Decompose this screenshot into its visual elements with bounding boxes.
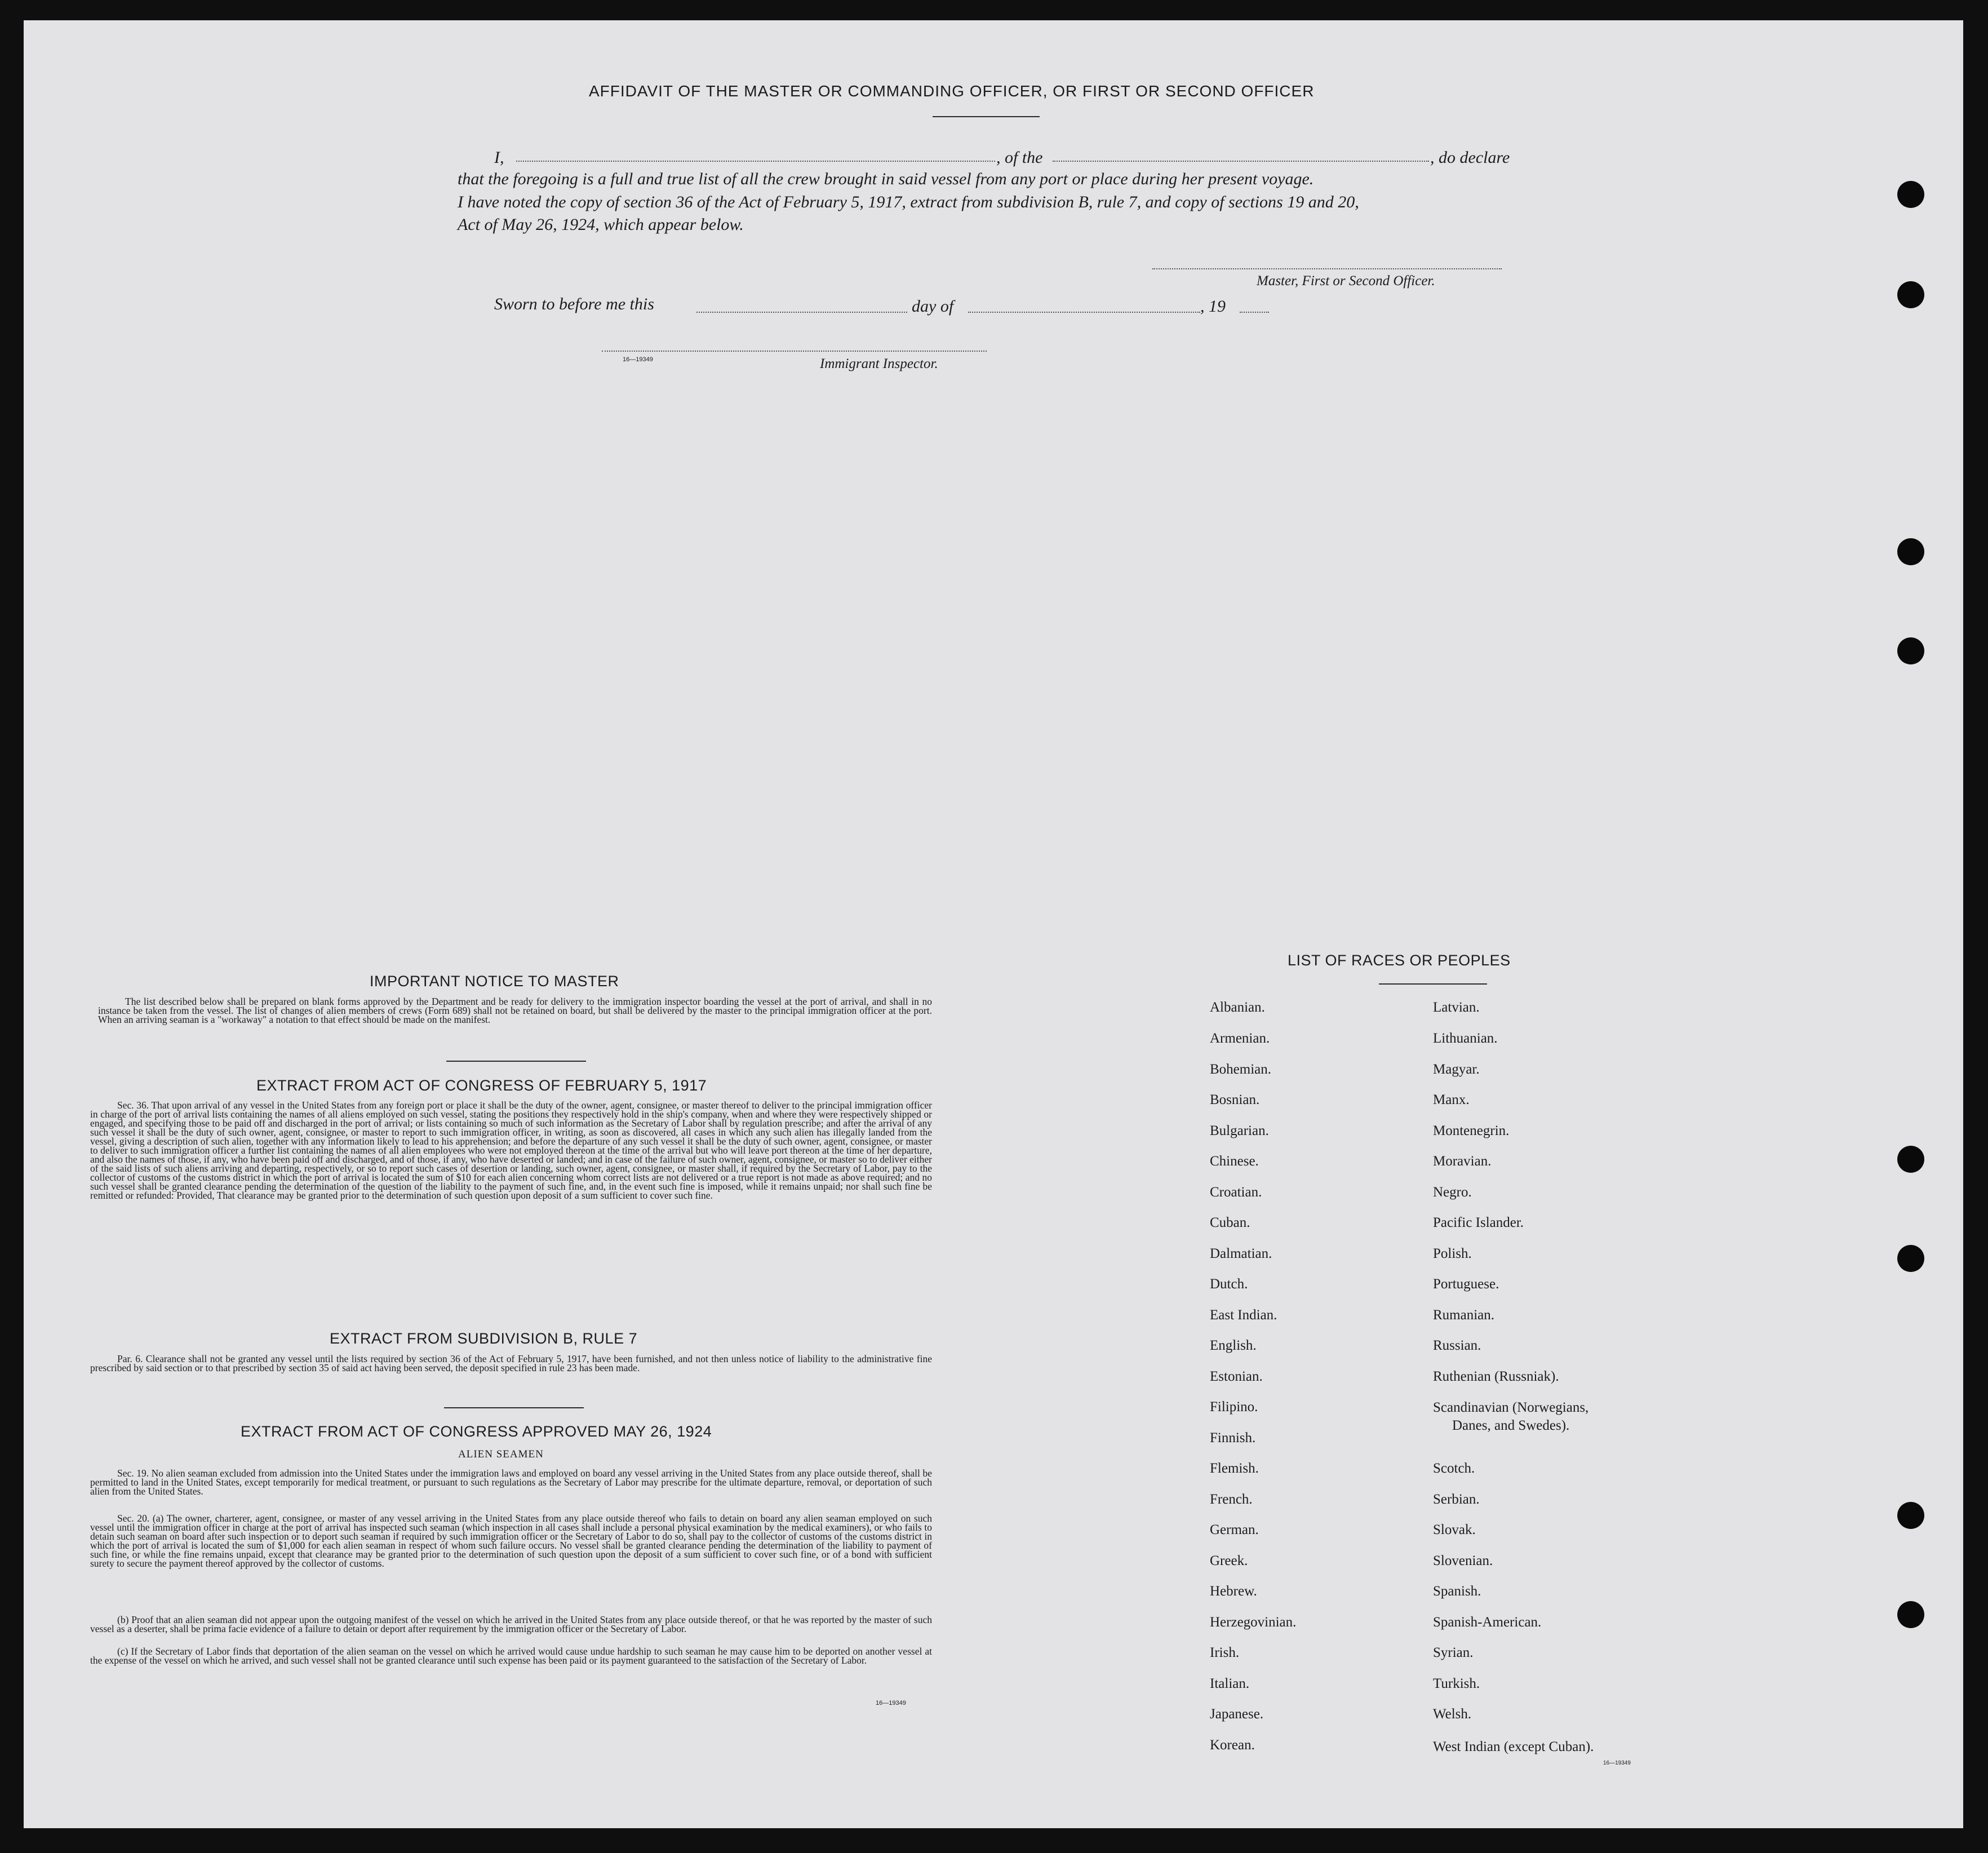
race-item: Welsh.	[1433, 1706, 1472, 1722]
race-item: Rumanian.	[1433, 1307, 1495, 1323]
sec20b-text: (b) Proof that an alien seaman did not appear upon the outgoing manifest of the vessel on which he arrived in the United States from any place outside thereof, or that he was reported by the master of such vessel as a deserter, shall be prima facie evidence of a failure to detain or deport after requirement by the immigration officer or the Secretary of Labor.	[90, 1614, 932, 1634]
race-item: Japanese.	[1210, 1706, 1264, 1722]
race-item: Slovenian.	[1433, 1553, 1493, 1568]
race-item: West Indian (except Cuban).	[1433, 1739, 1594, 1754]
rule7-heading: EXTRACT FROM SUBDIVISION B, RULE 7	[330, 1330, 638, 1347]
extract-1924-subheading: ALIEN SEAMEN	[458, 1448, 544, 1460]
race-item: Pacific Islander.	[1433, 1215, 1524, 1230]
punch-hole	[1897, 538, 1924, 565]
race-item: Moravian.	[1433, 1154, 1492, 1169]
sworn-text: Sworn to before me this	[494, 295, 654, 313]
affidavit-do-declare: , do declare	[1430, 148, 1510, 167]
race-item: Cuban.	[1210, 1215, 1250, 1230]
race-item: Korean.	[1210, 1737, 1255, 1753]
officer-signature-label: Master, First or Second Officer.	[1257, 273, 1435, 289]
race-item: Herzegovinian.	[1210, 1615, 1297, 1630]
sec19-text: Sec. 19. No alien seaman excluded from admission into the United States under the immigration laws and employed on board any vessel arriving in the United States from any place outside thereof, shall be permitted to land in the United States, except temporarily for medical treatment, or pursuant to such regulations as the Secretary of Labor may prescribe for the ultimate departure, removal, or deportation of such alien from the United States.	[90, 1468, 932, 1497]
punch-hole	[1897, 1245, 1924, 1272]
race-item: English.	[1210, 1338, 1257, 1353]
race-item: Serbian.	[1433, 1492, 1480, 1507]
affidavit-of-the: , of the	[996, 148, 1043, 167]
race-item: Irish.	[1210, 1645, 1240, 1660]
punch-hole	[1897, 1502, 1924, 1529]
race-item: Bohemian.	[1210, 1062, 1272, 1077]
race-item: Italian.	[1210, 1676, 1250, 1691]
sworn-year-field[interactable]	[1240, 312, 1269, 313]
affidavit-line2: that the foregoing is a full and true list of all the crew brought in said vessel from any port or place during her present voyage.	[458, 170, 1314, 188]
race-item: Estonian.	[1210, 1369, 1263, 1384]
race-item: Montenegrin.	[1433, 1123, 1510, 1138]
race-item: Manx.	[1433, 1092, 1470, 1107]
sec20a-text: Sec. 20. (a) The owner, charterer, agent, consignee, or master of any vessel arriving in the United States from any place outside thereof who fails to detain on board any alien seaman employed on such vessel until the immigration officer in charge at the port of arrival has inspected such seaman (which inspection in all cases shall include a personal physical examination by the medical examiners), or who fails to detain such seaman on board after such inspection or to deport such seaman if required by such immigration officer or the Secretary of Labor to do so, shall pay to the collector of customs of the customs district in which the port of arrival is located the sum of $1,000 for each alien seaman in respect of whom such failure occurs. No vessel shall be granted clearance pending the determination of the liability to payment of such fine, or while the fine remains unpaid, except that clearance may be granted prior to the determination of such question upon the deposit of a sum sufficient to cover such fine, or of a bond with sufficient surety to secure the payment thereof approved by the collector of customs.	[90, 1513, 932, 1569]
year-prefix: , 19	[1200, 297, 1226, 316]
punch-hole	[1897, 637, 1924, 664]
inspector-signature-field[interactable]	[602, 351, 987, 352]
race-item: Danes, and Swedes).	[1452, 1418, 1570, 1433]
race-item: Bosnian.	[1210, 1092, 1260, 1107]
race-item: Scandinavian (Norwegians,	[1433, 1400, 1589, 1415]
sec20c-text: (c) If the Secretary of Labor finds that deportation of the alien seaman on the vessel on which he arrived would cause undue hardship to such seaman he may cause him to be deported on another vessel at the expense of the vessel on which he arrived, and such vessel shall not be granted clearance until such expense has been paid or its payment guaranteed to the satisfaction of the Secretary of Labor.	[90, 1646, 932, 1666]
divider	[444, 1407, 584, 1408]
divider	[933, 116, 1040, 117]
form-number: 16—19349	[623, 356, 653, 363]
race-item: Flemish.	[1210, 1461, 1259, 1476]
form-number: 16—19349	[876, 1700, 906, 1706]
race-item: Negro.	[1433, 1185, 1472, 1200]
race-item: Dutch.	[1210, 1276, 1248, 1292]
punch-hole	[1897, 1146, 1924, 1173]
race-item: Polish.	[1433, 1246, 1472, 1261]
divider	[1379, 983, 1487, 985]
divider	[446, 1061, 586, 1062]
rule7-text: Par. 6. Clearance shall not be granted any vessel until the lists required by section 36 of the Act of February 5, 1917, have been furnished, and not then unless notice of liability to the administrative fine prescribed by said section or to that prescribed by section 35 of said act having been served, the deposit specified in rule 23 has been made.	[90, 1353, 932, 1373]
race-item: Finnish.	[1210, 1430, 1256, 1446]
affidavit-i: I,	[494, 148, 504, 167]
race-item: Slovak.	[1433, 1522, 1476, 1537]
race-item: Latvian.	[1433, 1000, 1480, 1015]
race-item: Hebrew.	[1210, 1584, 1257, 1599]
race-item: Syrian.	[1433, 1645, 1474, 1660]
race-item: French.	[1210, 1492, 1253, 1507]
race-item: Armenian.	[1210, 1031, 1270, 1046]
race-item: Greek.	[1210, 1553, 1248, 1568]
race-item: Turkish.	[1433, 1676, 1480, 1691]
extract-1917-heading: EXTRACT FROM ACT OF CONGRESS OF FEBRUARY 5, 1917	[256, 1077, 707, 1094]
sworn-day-field[interactable]	[696, 312, 907, 313]
extract-1924-heading: EXTRACT FROM ACT OF CONGRESS APPROVED MAY 26, 1924	[241, 1423, 712, 1440]
race-item: Albanian.	[1210, 1000, 1265, 1015]
races-heading: LIST OF RACES OR PEOPLES	[1288, 952, 1511, 969]
form-number: 16—19349	[1603, 1760, 1631, 1766]
race-item: Lithuanian.	[1433, 1031, 1498, 1046]
inspector-label: Immigrant Inspector.	[820, 356, 938, 371]
race-item: Bulgarian.	[1210, 1123, 1269, 1138]
affidavit-line3: I have noted the copy of section 36 of the Act of February 5, 1917, extract from subdivision B, rule 7, and copy of sections 19 and 20,	[458, 193, 1359, 211]
vessel-name-field[interactable]	[1053, 161, 1429, 162]
race-item: East Indian.	[1210, 1307, 1277, 1323]
race-item: Chinese.	[1210, 1154, 1259, 1169]
race-item: Portuguese.	[1433, 1276, 1499, 1292]
notice-text: The list described below shall be prepared on blank forms approved by the Department and be ready for delivery to the immigration inspector boarding the vessel at the port of arrival, and shall in no instance be taken from the vessel. The list of changes of alien members of crews (Form 689) shall not be retained on board, but shall be delivered by the master to the principal immigration officer at the port. When an arriving seaman is a "workaway" a notation to that effect should be made on the manifest.	[98, 996, 932, 1025]
punch-hole	[1897, 1601, 1924, 1628]
race-item: Ruthenian (Russniak).	[1433, 1369, 1559, 1384]
race-item: Spanish.	[1433, 1584, 1481, 1599]
punch-hole	[1897, 181, 1924, 208]
race-item: Scotch.	[1433, 1461, 1475, 1476]
race-item: Filipino.	[1210, 1399, 1258, 1415]
master-name-field[interactable]	[516, 161, 995, 162]
affidavit-title: AFFIDAVIT OF THE MASTER OR COMMANDING OFFICER, OR FIRST OR SECOND OFFICER	[589, 82, 1315, 100]
race-item: German.	[1210, 1522, 1259, 1537]
extract-1917-text: Sec. 36. That upon arrival of any vessel in the United States from any foreign port or place it shall be the duty of the owner, agent, consignee, or master thereof to deliver to the principal immigration officer in charge of the port of arrival lists containing the names of all aliens employed on such vessel, stating the positions they respectively hold in the ship's company, when and where they were respectively shipped or engaged, and specifying those to be paid off and discharged in the port of arrival; or lists containing so much of such information as the Secretary of Labor shall by regulation prescribe; and after the arrival of any such vessel it shall be the duty of such owner, agent, consignee, or master to report to such immigration officer, in writing, as soon as discovered, all cases in which any such alien has illegally landed from the vessel, giving a description of such alien, together with any information likely to lead to his apprehension; and before the departure of any such vessel it shall be the duty of such owner, agent, consignee, or master to deliver to such immigration officer a further list containing the names of all alien employees who were not employed thereon at the time of the arrival but who will leave port thereon at the time of her departure, and also the names of those, if any, who have been paid off and discharged, and of those, if any, who have deserted or landed; and in case of the failure of such owner, agent, consignee, or master so to deliver either of the said lists of such aliens arriving and departing, respectively, or so to report such cases of desertion or landing, such owner, agent, consignee, or master shall, if required by the Secretary of Labor, pay to the collector of customs of the customs district in which the port of arrival is located the sum of $10 for each alien concerning whom correct lists are not delivered or a true report is not made as above required; and no such vessel shall be granted clearance pending the determination of the question of the liability to the payment of such fine, and, in the event such fine is imposed, while it remains unpaid; nor shall such fine be remitted or refunded: Provided, That clearance may be granted prior to the determination of such question upon deposit of a sum sufficient to cover such fine.	[90, 1100, 932, 1201]
race-item: Dalmatian.	[1210, 1246, 1272, 1261]
affidavit-line4: Act of May 26, 1924, which appear below.	[458, 215, 744, 234]
race-item: Spanish-American.	[1433, 1615, 1542, 1630]
race-item: Magyar.	[1433, 1062, 1480, 1077]
day-of-label: day of	[912, 297, 954, 316]
sworn-month-field[interactable]	[968, 312, 1200, 313]
officer-signature-field[interactable]	[1152, 268, 1502, 269]
notice-heading: IMPORTANT NOTICE TO MASTER	[370, 973, 619, 990]
race-item: Russian.	[1433, 1338, 1481, 1353]
punch-hole	[1897, 281, 1924, 308]
race-item: Croatian.	[1210, 1185, 1262, 1200]
